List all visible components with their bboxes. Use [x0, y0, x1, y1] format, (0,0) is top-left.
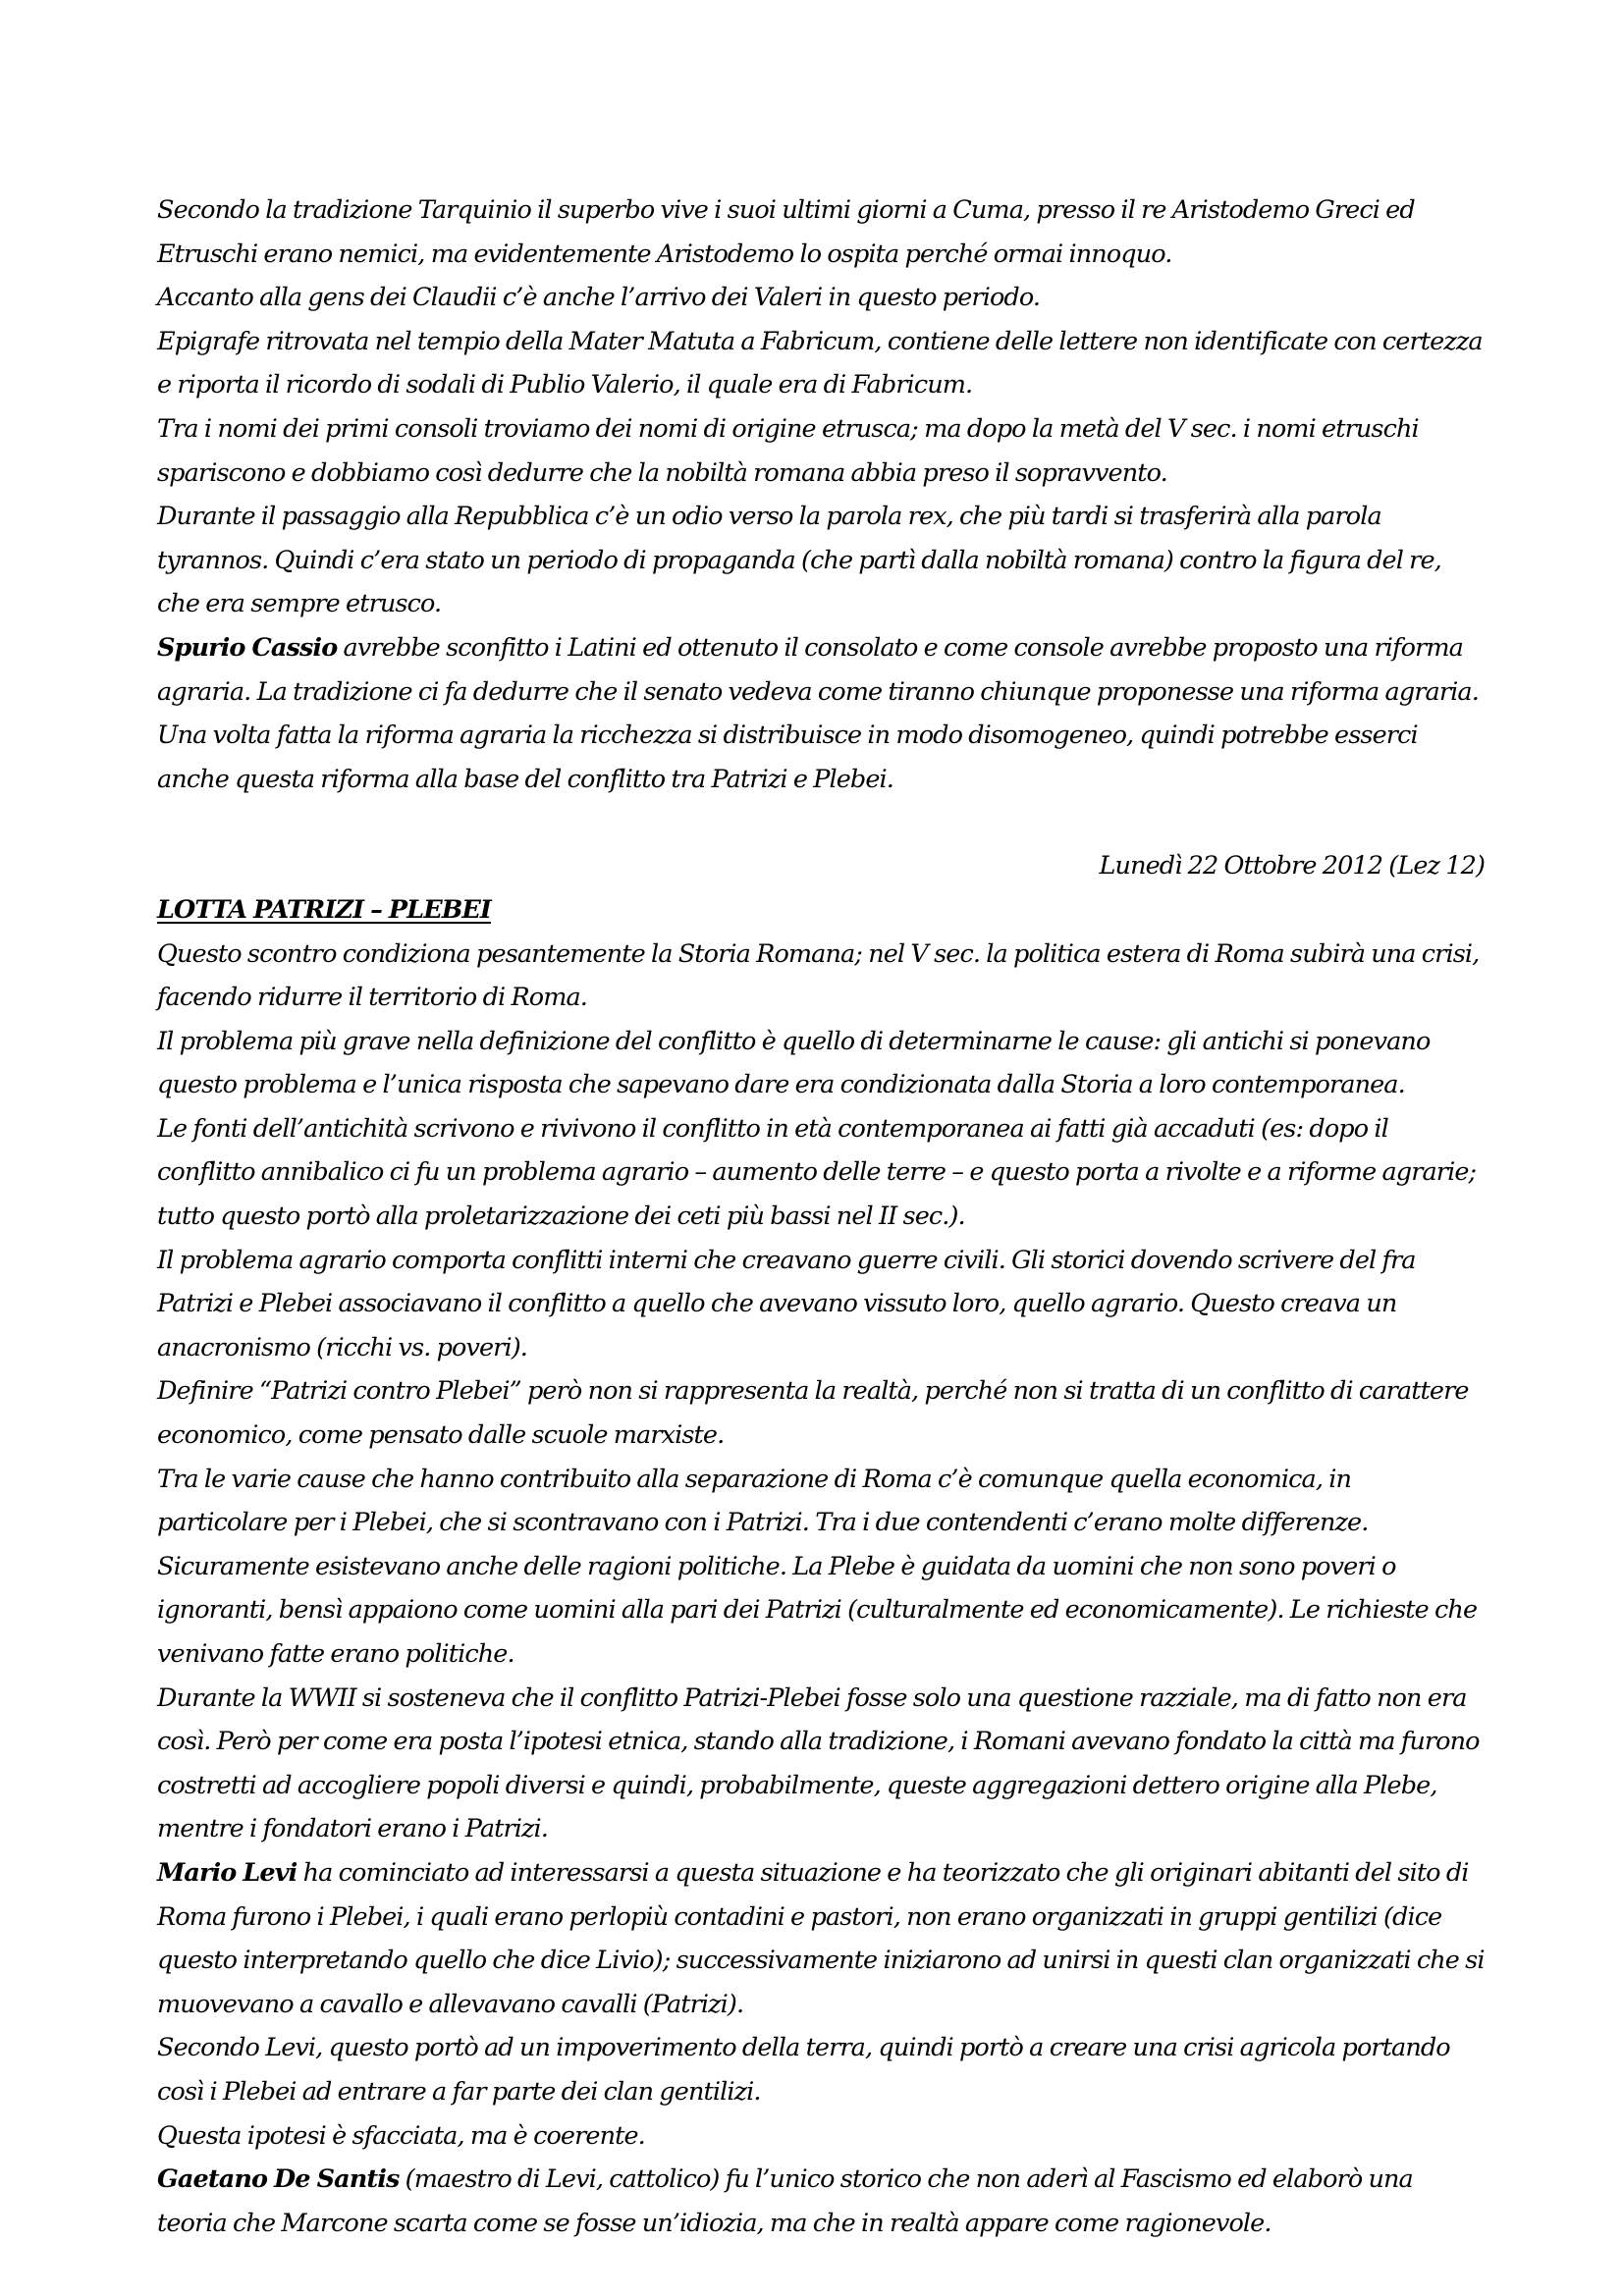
paragraph-problema-agrario: Il problema agrario comporta conflitti interni che creavano guerre civili. Gli storici dovendo scrivere del fra Patrizi e Plebei associavano il conflitto a quello che avevano vissuto loro, quello agrario. Questo creava un anacronismo (ricchi vs. poveri).: [157, 1245, 1416, 1362]
section-heading: LOTTA PATRIZI – PLEBEI: [157, 894, 491, 925]
text-spurio-cassio: avrebbe sconfitto i Latini ed ottenuto il consolato e come console avrebbe proposto una riforma agraria. La tradizione ci fa dedurre che il senato vedeva come tiranno chiunque proponesse una riforma agraria. Una volta fatta la riforma agraria la ricchezza si distribuisce in modo disomogeneo, quindi potrebbe esserci anche questa riforma alla base del conflitto tra Patrizi e Plebei.: [157, 632, 1479, 794]
paragraph-repubblica: Durante il passaggio alla Repubblica c’è un odio verso la parola rex, che più tardi si trasferirà alla parola tyrannos. Quindi c’era stato un periodo di propaganda (che partì dalla nobiltà romana) contro la figura del re, che era sempre etrusco.: [157, 502, 1441, 619]
paragraph-scontro: Questo scontro condiziona pesantemente la Storia Romana; nel V sec. la politica estera di Roma subirà una crisi, facendo ridurre il territorio di Roma.: [157, 938, 1480, 1013]
name-mario-levi: Mario Levi: [157, 1857, 298, 1888]
paragraph-claudii: Accanto alla gens dei Claudii c’è anche l’arrivo dei Valeri in questo periodo.: [157, 283, 1041, 313]
document-page: [157, 188, 1485, 2245]
paragraph-fonti: Le fonti dell’antichità scrivono e rivivono il conflitto in età contemporanea ai fatti già accaduti (es: dopo il conflitto annibalico ci fu un problema agrario – aumento delle terre – e questo porta a rivolte e a riforme agrarie; tutto questo portò alla proletarizzazione dei ceti più bassi nel II sec.).: [157, 1113, 1477, 1232]
lecture-date: Lunedì 22 Ottobre 2012 (Lez 12): [1099, 851, 1485, 881]
paragraph-secondo-levi: Secondo Levi, questo portò ad un impoverimento della terra, quindi portò a creare una crisi agricola portando così i Plebei ad entrare a far parte dei clan gentilizi.: [157, 2033, 1450, 2107]
name-gaetano-de-santis: Gaetano De Santis: [157, 2164, 400, 2195]
text-mario-levi: ha cominciato ad interessarsi a questa situazione e ha teorizzato che gli originari abitanti del sito di Roma furono i Plebei, i quali erano perlopiù contadini e pastori, non erano organizzati in gruppi gentilizi (dice questo interpretando quello che dice Livio); successivamente iniziarono ad unirsi in questi clan organizzati che si muovevano a cavallo e allevavano cavalli (Patrizi).: [157, 1857, 1485, 2019]
name-spurio-cassio: Spurio Cassio: [157, 632, 338, 663]
paragraph-cause: Il problema più grave nella definizione del conflitto è quello di determinarne le cause: gli antichi si ponevano questo problema e l’unica risposta che sapevano dare era condizionata dalla Storia a loro contemporanea.: [157, 1026, 1431, 1100]
paragraph-de-santis: [157, 2158, 1485, 2245]
paragraph-varie-cause: Tra le varie cause che hanno contribuito alla separazione di Roma c’è comunque quella economica, in particolare per i Plebei, che si scontravano con i Patrizi. Tra i due contendenti c’erano molte differenze.: [157, 1464, 1369, 1538]
paragraph-epigrafe: Epigrafe ritrovata nel tempio della Mater Matuta a Fabricum, contiene delle lettere non identificate con certezza e riporta il ricordo di sodali di Publio Valerio, il quale era di Fabricum.: [157, 326, 1483, 400]
paragraph-ragioni-politiche: Sicuramente esistevano anche delle ragioni politiche. La Plebe è guidata da uomini che non sono poveri o ignoranti, bensì appaiono come uomini alla pari dei Patrizi (culturalmente ed economicamente). Le richieste che venivano fatte erano politiche.: [157, 1551, 1478, 1669]
text-gaetano-de-santis: (maestro di Levi, cattolico) fu l’unico storico che non aderì al Fascismo ed elaborò una teoria che Marcone scarta come se fosse un’idiozia, ma che in realtà appare come ragionevole.: [157, 2164, 1413, 2238]
paragraph-tarquinio: Secondo la tradizione Tarquinio il superbo vive i suoi ultimi giorni a Cuma, presso il re Aristodemo Greci ed Etruschi erano nemici, ma evidentemente Aristodemo lo ospita perché ormai innoquo.: [157, 195, 1415, 269]
paragraph-consoli: Tra i nomi dei primi consoli troviamo dei nomi di origine etrusca; ma dopo la metà del V sec. i nomi etruschi spariscono e dobbiamo così dedurre che la nobiltà romana abbia preso il sopravvento.: [157, 413, 1419, 488]
paragraph-definire: Definire “Patrizi contro Plebei” però non si rappresenta la realtà, perché non si tratta di un conflitto di carattere economico, come pensato dalle scuole marxiste.: [157, 1376, 1469, 1451]
paragraph-mario-levi: [157, 1851, 1485, 2026]
paragraph-ipotesi: Questa ipotesi è sfacciata, ma è coerente.: [157, 2120, 645, 2151]
paragraph-spurio-cassio: [157, 626, 1485, 801]
paragraph-wwii: Durante la WWII si sosteneva che il conflitto Patrizi-Plebei fosse solo una questione razziale, ma di fatto non era così. Però per come era posta l’ipotesi etnica, stando alla tradizione, i Romani avevano fondato la città ma furono costretti ad accogliere popoli diversi e quindi, probabilmente, queste aggregazioni dettero origine alla Plebe, mentre i fondatori erano i Patrizi.: [157, 1682, 1480, 1844]
